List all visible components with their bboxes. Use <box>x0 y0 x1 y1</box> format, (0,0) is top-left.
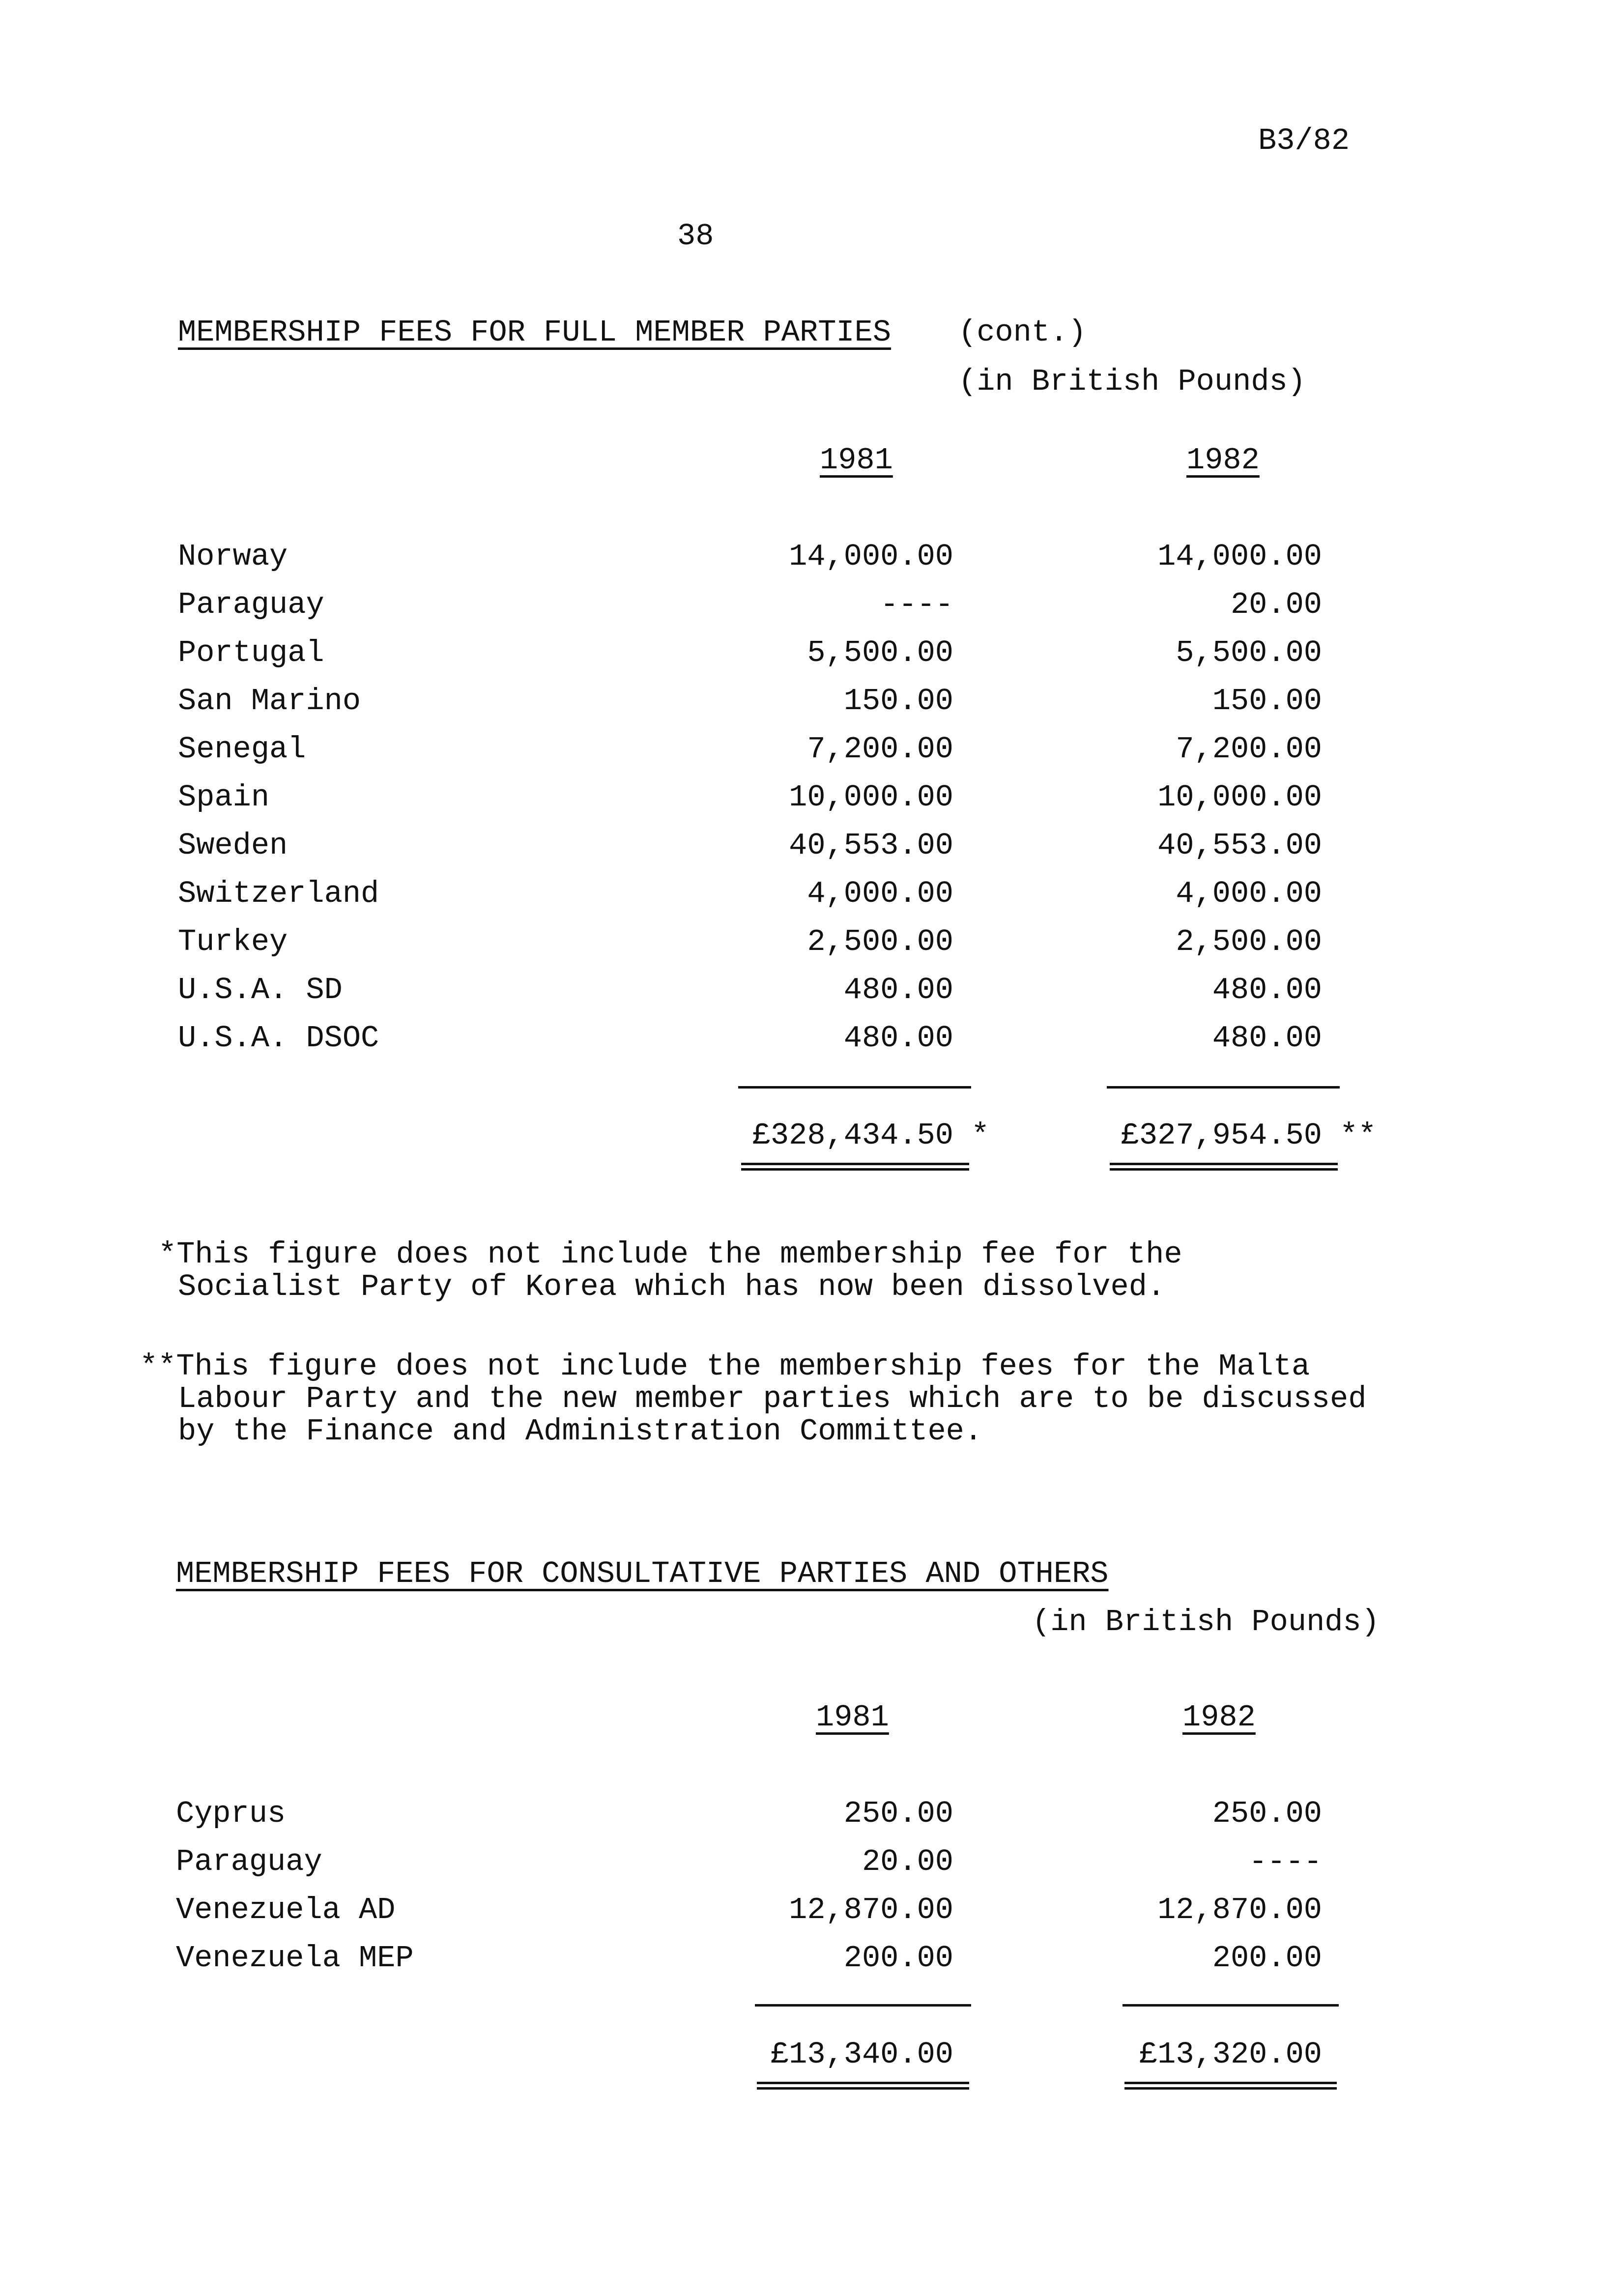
row-value-1981: 4,000.00 <box>807 876 953 911</box>
row-value-1981: 480.00 <box>843 1021 953 1056</box>
section1-total-double-rule-1981 <box>741 1163 969 1171</box>
row-label: Portugal <box>178 635 324 670</box>
row-value-1982: 5,500.00 <box>1176 635 1322 670</box>
footnote-1-line-1: *This figure does not include the membership fee for the <box>158 1237 1182 1272</box>
section1-total-1982-footnote-mark: ** <box>1340 1118 1377 1153</box>
footnote-2-line-3: by the Finance and Administration Committee. <box>178 1414 983 1449</box>
row-value-1982: 14,000.00 <box>1157 539 1322 574</box>
row-value-1982: 40,553.00 <box>1157 828 1322 863</box>
row-value-1982: 4,000.00 <box>1176 876 1322 911</box>
row-label: Switzerland <box>178 876 379 911</box>
row-label: U.S.A. SD <box>178 973 343 1007</box>
section1-total-rule-1981 <box>738 1086 971 1089</box>
row-value-1981: 150.00 <box>843 684 953 718</box>
row-value-1981: 5,500.00 <box>807 635 953 670</box>
row-value-1982: 2,500.00 <box>1176 924 1322 959</box>
section1-title: MEMBERSHIP FEES FOR FULL MEMBER PARTIES <box>178 315 892 350</box>
row-label: San Marino <box>178 684 361 718</box>
row-label: Venezuela AD <box>176 1893 396 1927</box>
section2-year-1982: 1982 <box>1182 1700 1256 1735</box>
section1-total-1981-footnote-mark: * <box>971 1118 990 1153</box>
section2-title: MEMBERSHIP FEES FOR CONSULTATIVE PARTIES AND OTHERS <box>176 1556 1109 1591</box>
section2-unit-note: (in British Pounds) <box>1032 1605 1380 1639</box>
row-value-1982: 150.00 <box>1212 684 1322 718</box>
row-value-1982: 20.00 <box>1230 587 1322 622</box>
row-value-1981: 12,870.00 <box>789 1893 953 1927</box>
section2-total-rule-1981 <box>755 2004 971 2007</box>
row-value-1981: 10,000.00 <box>789 780 953 815</box>
row-label: Senegal <box>178 732 306 767</box>
section1-unit-note: (in British Pounds) <box>958 364 1306 399</box>
footnote-2-line-2: Labour Party and the new member parties which are to be discussed <box>178 1381 1367 1416</box>
footnote-2-line-1: **This figure does not include the membership fees for the Malta <box>140 1349 1310 1384</box>
section1-total-1981: £328,434.50 <box>752 1118 953 1153</box>
row-label: Sweden <box>178 828 288 863</box>
section1-total-rule-1982 <box>1107 1086 1340 1089</box>
row-value-1981: 2,500.00 <box>807 924 953 959</box>
page-number: 38 <box>677 219 714 254</box>
row-value-1982: 200.00 <box>1212 1941 1322 1976</box>
section2-total-double-rule-1982 <box>1124 2082 1337 2090</box>
row-value-1982: 12,870.00 <box>1157 1893 1322 1927</box>
row-label: Venezuela MEP <box>176 1941 414 1976</box>
row-value-1981: 200.00 <box>843 1941 953 1976</box>
row-value-1981: 20.00 <box>862 1844 953 1879</box>
row-label: Turkey <box>178 924 288 959</box>
section2-total-1982: £13,320.00 <box>1139 2037 1322 2072</box>
row-value-1982: 480.00 <box>1212 1021 1322 1056</box>
row-value-1982: 250.00 <box>1212 1796 1322 1831</box>
row-value-1981: 14,000.00 <box>789 539 953 574</box>
section2-year-1981: 1981 <box>816 1700 889 1735</box>
row-value-1982: 7,200.00 <box>1176 732 1322 767</box>
section2-total-double-rule-1981 <box>757 2082 969 2090</box>
section1-year-1982: 1982 <box>1186 443 1260 478</box>
row-value-1981: 480.00 <box>843 973 953 1007</box>
row-value-1982: 480.00 <box>1212 973 1322 1007</box>
row-value-1981: 7,200.00 <box>807 732 953 767</box>
section2-total-1981: £13,340.00 <box>770 2037 953 2072</box>
row-label: Norway <box>178 539 288 574</box>
section1-total-double-rule-1982 <box>1110 1163 1338 1171</box>
section1-title-suffix: (cont.) <box>958 315 1087 350</box>
row-value-1982: ---- <box>1249 1844 1322 1879</box>
row-value-1981: 40,553.00 <box>789 828 953 863</box>
section2-total-rule-1982 <box>1123 2004 1339 2007</box>
row-label: Cyprus <box>176 1796 286 1831</box>
row-value-1982: 10,000.00 <box>1157 780 1322 815</box>
row-value-1981: ---- <box>880 587 953 622</box>
row-label: U.S.A. DSOC <box>178 1021 379 1056</box>
row-label: Paraguay <box>176 1844 322 1879</box>
row-label: Spain <box>178 780 270 815</box>
section1-total-1982: £327,954.50 <box>1121 1118 1322 1153</box>
row-label: Paraguay <box>178 587 324 622</box>
section1-year-1981: 1981 <box>820 443 893 478</box>
footnote-1-line-2: Socialist Party of Korea which has now been dissolved. <box>178 1269 1166 1304</box>
document-reference: B3/82 <box>1258 123 1350 158</box>
row-value-1981: 250.00 <box>843 1796 953 1831</box>
